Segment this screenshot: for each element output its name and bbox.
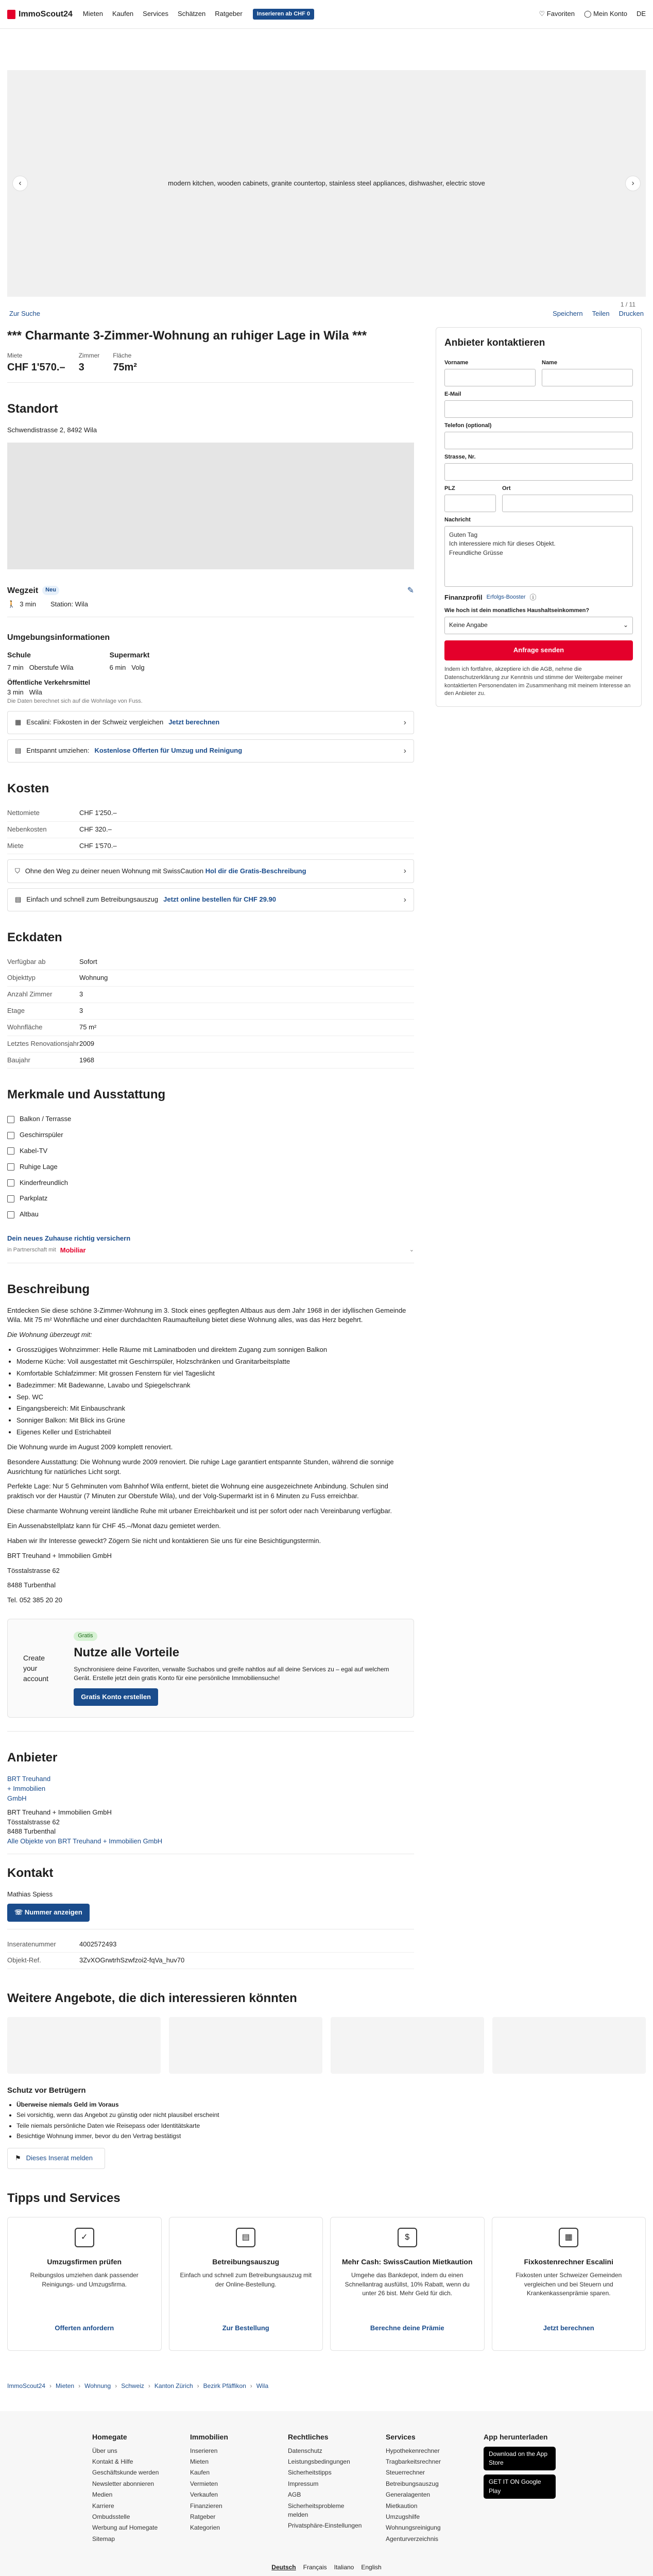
google-play-badge[interactable]: GET IT ON Google Play	[484, 2475, 556, 2499]
footer-link[interactable]: Geschäftskunde werden	[92, 2469, 159, 2477]
breadcrumb-item[interactable]: Schweiz	[121, 2382, 144, 2390]
email-input[interactable]	[444, 400, 633, 418]
footer-link[interactable]: Verkaufen	[190, 2491, 218, 2499]
listing-id-value: 4002572493	[79, 1940, 117, 1948]
breadcrumb: ImmoScout24 › Mieten › Wohnung › Schweiz › Kanton Zürich › Bezirk Pfäffikon › Wila	[7, 2382, 646, 2391]
breadcrumb-item[interactable]: Wohnung	[84, 2382, 111, 2390]
footer-link[interactable]: Impressum	[288, 2480, 319, 2487]
feature-item: Altbau	[7, 1207, 414, 1223]
promo-text: Synchronisiere deine Favoriten, verwalte Suchabos und greife nahtlos auf all deine Services zu – egal auf welchem Gerät. Erstelle jetzt dein gratis Konto für eine persönliche Immobiliensuche!	[74, 1665, 389, 1682]
nav-ratgeber[interactable]: Ratgeber	[215, 10, 243, 18]
premium-link[interactable]: Berechne deine Prämie	[370, 2324, 444, 2332]
area-value: 75m²	[113, 362, 137, 374]
pt-time: 3 min	[7, 688, 24, 696]
parking-icon	[7, 1195, 14, 1202]
contact-person: Mathias Spiess	[7, 1890, 53, 1898]
infra-note: Die Daten berechnet sich auf die Wohnlage von Fuss.	[7, 698, 143, 704]
gallery-image-alt: modern kitchen, wooden cabinets, granite countertop, stainless steel appliances, dishwasher, electric stove	[168, 179, 485, 187]
info-icon[interactable]: ⓘ	[529, 594, 537, 602]
school-time: 7 min	[7, 664, 24, 672]
offer-card[interactable]	[492, 2017, 646, 2074]
footer-link[interactable]: Finanzieren	[190, 2502, 222, 2510]
income-select[interactable]: Keine Angabe ⌄	[444, 617, 633, 634]
language-switch[interactable]: DE	[636, 10, 646, 18]
facts-heading: Eckdaten	[7, 930, 62, 944]
income-question: Wie hoch ist dein monatliches Haushaltseinkommen?	[444, 607, 590, 614]
back-to-search-link[interactable]: Zur Suche	[9, 310, 40, 317]
zip-label: PLZ	[444, 485, 455, 492]
document-icon: ▤	[236, 2228, 255, 2247]
offer-card[interactable]	[7, 2017, 161, 2074]
breadcrumb-item[interactable]: Wila	[256, 2382, 269, 2390]
chevron-down-icon[interactable]: ⌄	[409, 1247, 414, 1253]
footer-link[interactable]: Kategorien	[190, 2524, 220, 2532]
description-bullet: • Eigenes Keller und Estrichabteil	[16, 1428, 414, 1437]
finance-profile-label: Finanzprofil	[444, 594, 483, 602]
escalini-banner[interactable]: ▦ Escalini: Fixkosten in der Schweiz vergleichen Jetzt berechnen ›	[7, 711, 414, 734]
dishwasher-icon	[7, 1132, 14, 1139]
route-time: 3 min	[20, 600, 36, 608]
insurance-link[interactable]: Dein neues Zuhause richtig versichern	[7, 1234, 131, 1243]
footer-link[interactable]: Generalagenten	[386, 2491, 431, 2499]
chevron-right-icon: ›	[403, 867, 406, 876]
nav-services[interactable]: Services	[143, 10, 169, 18]
fraud-tip: • Überweise niemals Geld im Voraus	[16, 2100, 646, 2109]
flag-icon: ⚑	[15, 2154, 21, 2162]
breadcrumb-item[interactable]: ImmoScout24	[7, 2382, 46, 2390]
city-input[interactable]	[502, 495, 633, 512]
truck-icon: ▤	[15, 747, 22, 755]
rooms-label: Zimmer	[78, 351, 100, 359]
footer: Homegate Über uns Kontakt & Hilfe Geschäftskunde werden Newsletter abonnieren Medien Karriere Ombudsstelle Werbung auf Homegate Sitemap Immobilien Inserieren Mieten Kaufen Vermieten Verkaufen Finanzieren Ratgeber Kategorien Rechtliches Datenschutz Leistungsbedingungen Sicherheitstipps Impressum AGB Sicherheitsprobleme melden Privatsphäre-Einstellungen Services Hypothekenrechner Tragbarkeitsrechner Steuerrechner Betreibungsauszug Generalagenten Mietkaution Umzugshilfe Wohnungsreinigung Agenturverzeichnis App herunterladen Download on the App Store GET IT ON Google Play Deutsch Français Italiano English	[0, 2411, 653, 2576]
shield-icon: ⛉	[15, 867, 20, 875]
mobiliar-logo: Mobiliar	[60, 1246, 86, 1254]
address: Schwendistrasse 2, 8492 Wila	[7, 426, 97, 434]
agency-street: Tösstalstrasse 62	[7, 1818, 60, 1826]
agency-all-listings-link[interactable]: Alle Objekte von BRT Treuhand + Immobilien GmbH	[7, 1837, 163, 1845]
footer-link[interactable]: Sitemap	[92, 2535, 115, 2543]
description-bullet: • Sep. WC	[16, 1393, 414, 1402]
save-button[interactable]: Speichern	[553, 310, 583, 317]
market-name: Volg	[131, 664, 145, 672]
calculate-link[interactable]: Jetzt berechnen	[543, 2324, 594, 2332]
child-icon	[7, 1179, 14, 1187]
lang-it[interactable]: Italiano	[334, 2564, 354, 2571]
fact-label: Verfügbar ab	[7, 957, 46, 965]
infra-heading: Umgebungsinformationen	[7, 633, 110, 642]
tip-card-extract: ▤ Betreibungsauszug Einfach und schnell zum Betreibungsauszug mit der Online-Bestellung. Zur Bestellung	[169, 2217, 323, 2351]
calculator-icon: ▦	[15, 718, 22, 726]
footer-link[interactable]: Über uns	[92, 2447, 117, 2454]
language-selector	[0, 2563, 653, 2572]
market-label: Supermarkt	[109, 650, 150, 659]
site-logo[interactable]: ImmoScout24	[7, 8, 73, 20]
location-heading: Standort	[7, 402, 58, 416]
promo-left-label: Create your account	[23, 1653, 49, 1683]
chevron-down-icon: ⌄	[623, 621, 628, 629]
feature-item: Balkon / Terrasse	[7, 1111, 414, 1127]
footer-link[interactable]: Kaufen	[190, 2469, 210, 2477]
tips-heading: Tipps und Services	[7, 2191, 121, 2206]
print-button[interactable]: Drucken	[618, 310, 644, 317]
offers-link[interactable]: Offerten anfordern	[55, 2324, 114, 2332]
new-badge: Neu	[42, 586, 59, 595]
market-time: 6 min	[109, 664, 126, 672]
gallery-next-icon[interactable]: ›	[625, 176, 641, 191]
school-name: Oberstufe Wila	[29, 664, 74, 672]
key-figures	[7, 351, 414, 375]
cost-row: Nettomiete CHF 1'250.–	[7, 805, 414, 822]
footer-link[interactable]: Datenschutz	[288, 2447, 322, 2454]
tip-card-fixed-costs: ▦ Fixkostenrechner Escalini Fixkosten unter Schweizer Gemeinden vergleichen und bei Steuern und Krankenkassenprämie sparen. Jetzt berechnen	[492, 2217, 646, 2351]
description-body: Entdecken Sie diese schöne 3-Zimmer-Wohnung im 3. Stock eines gepflegten Altbaus aus dem Jahr 1968 in der idyllischen Gemeinde Wila. Mit 75 m² Wohnfläche und einer durchdachten Raumaufteilung bietet diese Wohnung alles, was das Herz begehrt. Die Wohnung überzeugt mit: • Grosszügiges Wohnzimmer: Helle Räume mit Laminatboden und direktem Zugang zum sonnigen Balkon • Moderne Küche: Voll ausgestattet mit Geschirrspüler, Holzschränken und Granitarbeitsplatte • Komfortable Schlafzimmer: Mit grossen Fenstern für viel Tageslicht • Badezimmer: Mit Badewanne, Lavabo und Spiegelschrank • Sep. WC • Eingangsbereich: Mit Einbauschrank • Sonniger Balkon: Mit Blick ins Grüne • Eigenes Keller und Estrichabteil Die Wohnung wurde im August 2009 komplett renoviert. Besondere Ausstattung: Die Wohnung wurde 2009 renoviert. Die ruhige Lage garantiert entspannte Stunden, während die sonnige Ausrichtung für natürliches Licht sorgt. Perfekte Lage: Nur 5 Gehminuten vom Bahnhof Wila entfernt, bietet die Wohnung eine ausgezeichnete Anbindung. Schulen sind praktisch vor der Haustür (7 Minuten zur Oberstufe Wila), und der Volg-Supermarkt ist in 6 Minuten zu Fuss erreichbar. Diese charmante Wohnung vereint ländliche Ruhe mit urbaner Erreichbarkeit und ist per sofort oder nach Vereinbarung verfügbar. Ein Aussenabstellplatz kann für CHF 45.–/Monat dazu gemietet werden. Haben wir Ihr Interesse geweckt? Zögern Sie nicht und kontaktieren Sie uns für eine Besichtigungstermin. BRT Treuhand + Immobilien GmbH Tösstalstrasse 62 8488 Turbenthal Tel. 052 385 20 20	[7, 1306, 414, 1605]
offer-card[interactable]	[169, 2017, 322, 2074]
cost-row: Nebenkosten CHF 320.–	[7, 822, 414, 838]
fraud-tip: • Teile niemals persönliche Daten wie Reisepass oder Identitätskarte	[16, 2122, 646, 2130]
footer-link[interactable]: Ratgeber	[190, 2513, 216, 2521]
gratis-badge: Gratis	[74, 1632, 97, 1641]
gallery-counter: 1 / 11	[620, 300, 635, 308]
description-heading: Beschreibung	[7, 1282, 90, 1296]
footer-link[interactable]: Wohnungsreinigung	[386, 2524, 441, 2532]
create-account-button[interactable]: Gratis Konto erstellen	[74, 1688, 158, 1706]
image-gallery[interactable]	[7, 70, 646, 308]
main-nav	[83, 9, 243, 19]
tv-icon	[7, 1147, 14, 1155]
description-bullet: • Badezimmer: Mit Badewanne, Lavabo und Spiegelschrank	[16, 1381, 414, 1391]
calculator-icon: ▦	[559, 2228, 578, 2247]
listing-title: *** Charmante 3-Zimmer-Wohnung an ruhiger Lage in Wila ***	[7, 328, 367, 343]
contact-form-title: Anbieter kontaktieren	[444, 337, 545, 348]
agency-name: BRT Treuhand + Immobilien GmbH	[7, 1808, 112, 1816]
account-link[interactable]: ◯ Mein Konto	[584, 10, 627, 18]
phone-icon: ☏	[14, 1908, 25, 1916]
chevron-right-icon: ›	[403, 746, 406, 755]
features-heading: Merkmale und Ausstattung	[7, 1088, 166, 1102]
listing-id-label: Inseratenummer	[7, 1940, 56, 1948]
edit-route-icon[interactable]: ✎	[407, 586, 414, 595]
description-bullet: • Moderne Küche: Voll ausgestattet mit Geschirrspüler, Holzschränken und Granitarbeitsplatte	[16, 1357, 414, 1367]
heart-icon: ♡	[539, 10, 547, 18]
phone-label: Telefon (optional)	[444, 422, 492, 429]
description-bullet: • Eingangsbereich: Mit Einbauschrank	[16, 1404, 414, 1414]
fact-value: 75 m²	[79, 1023, 97, 1031]
footer-link[interactable]: AGB	[288, 2491, 301, 2499]
fact-label: Objekttyp	[7, 974, 36, 982]
user-icon: ◯	[584, 10, 594, 18]
firstname-label: Vorname	[444, 360, 469, 366]
pt-label: Öffentliche Verkehrsmittel	[7, 679, 91, 687]
area-label: Fläche	[113, 351, 132, 359]
lang-de[interactable]: Deutsch	[271, 2564, 296, 2571]
inserieren-button[interactable]: Inserieren ab CHF 0	[253, 9, 314, 20]
debt-extract-banner[interactable]: ▤ Einfach und schnell zum Betreibungsauszug Jetzt online bestellen für CHF 29.90 ›	[7, 888, 414, 911]
logo-mark-icon	[7, 10, 15, 19]
checklist-icon: ✓	[75, 2228, 94, 2247]
message-textarea[interactable]: Guten Tag Ich interessiere mich für dieses Objekt. Freundliche Grüsse	[444, 526, 633, 587]
rent-label: Miete	[7, 351, 23, 359]
object-ref-value: 3ZvXOGrwtrhSzwfzoi2-fqVa_huv70	[79, 1956, 185, 1964]
feature-item: Kabel-TV	[7, 1143, 414, 1159]
footer-link[interactable]: Betreibungsauszug	[386, 2480, 439, 2487]
walk-icon: 🚶	[7, 600, 16, 608]
costs-heading: Kosten	[7, 782, 49, 796]
chevron-right-icon: ›	[403, 895, 406, 904]
quiet-icon	[7, 1163, 14, 1171]
footer-link[interactable]: Sicherheitstipps	[288, 2469, 332, 2477]
fact-value: 1968	[79, 1056, 94, 1064]
lastname-input[interactable]	[542, 369, 633, 386]
promo-title: Nutze alle Vorteile	[74, 1645, 180, 1659]
lang-en[interactable]: English	[361, 2564, 382, 2571]
tip-card-deposit: $ Mehr Cash: SwissCaution Mietkaution Umgehe das Bankdepot, indem du einen Schnellantrag ausfüllst, 10% Rabatt, wenn du unter 26 bist. Mehr Geld für dich. Berechne deine Prämie	[330, 2217, 485, 2351]
footer-link[interactable]: Leistungsbedingungen	[288, 2458, 350, 2466]
zip-input[interactable]	[444, 495, 496, 512]
footer-link[interactable]: Inserieren	[190, 2447, 218, 2454]
agency-heading: Anbieter	[7, 1751, 58, 1765]
feature-item: Parkplatz	[7, 1191, 414, 1207]
footer-link[interactable]: Steuerrechner	[386, 2469, 425, 2477]
rooms-value: 3	[78, 362, 84, 374]
lang-fr[interactable]: Français	[303, 2564, 327, 2571]
legal-text: Indem ich fortfahre, akzeptiere ich die AGB, nehme die Datenschutzerklärung zur Kenntnis und stimme der Weitergabe meiner kontaktierten Personendaten im Zusammenhang mit meinem Interesse an den Anbieter zu.	[444, 666, 631, 697]
header	[0, 0, 653, 29]
lastname-label: Name	[542, 360, 557, 366]
description-bullet: • Sonniger Balkon: Mit Blick ins Grüne	[16, 1416, 414, 1426]
balcony-icon	[7, 1116, 14, 1123]
report-listing-button[interactable]: ⚑ Dieses Inserat melden	[7, 2148, 105, 2169]
breadcrumb-item[interactable]: Mieten	[56, 2382, 75, 2390]
cost-row: Miete CHF 1'570.–	[7, 838, 414, 855]
main-column	[7, 326, 414, 1969]
contact-heading: Kontakt	[7, 1866, 54, 1880]
location-map[interactable]	[7, 443, 414, 569]
favorites-link[interactable]: ♡ Favoriten	[539, 10, 575, 18]
object-ref-label: Objekt-Ref.	[7, 1956, 41, 1964]
email-label: E-Mail	[444, 391, 461, 398]
street-input[interactable]	[444, 463, 633, 481]
fact-label: Etage	[7, 1007, 25, 1015]
footer-link[interactable]: Vermieten	[190, 2480, 218, 2487]
school-label: Schule	[7, 650, 31, 659]
fraud-tip: • Besichtige Wohnung immer, bevor du den Vertrag bestätigst	[16, 2132, 646, 2141]
agency-logo[interactable]: BRT Treuhand + Immobilien GmbH	[7, 1775, 51, 1802]
fact-value: Sofort	[79, 957, 97, 965]
share-button[interactable]: Teilen	[592, 310, 610, 317]
route-title: Wegzeit	[7, 586, 39, 595]
footer-link[interactable]: Tragbarkeitsrechner	[386, 2458, 441, 2466]
footer-link[interactable]: Medien	[92, 2491, 113, 2499]
breadcrumb-item[interactable]: Kanton Zürich	[154, 2382, 193, 2390]
sidebar	[436, 326, 642, 1969]
phone-input[interactable]	[444, 432, 633, 449]
nav-schaetzen[interactable]: Schätzen	[178, 10, 206, 18]
fraud-box	[7, 2085, 646, 2169]
description-bullet: • Grosszügiges Wohnzimmer: Helle Räume mit Laminatboden und direktem Zugang zum sonnigen Balkon	[16, 1345, 414, 1355]
feature-item: Kinderfreundlich	[7, 1175, 414, 1191]
booster-link[interactable]: Erfolgs-Booster	[486, 594, 526, 601]
footer-link[interactable]: Ombudsstelle	[92, 2513, 130, 2521]
agency-city: 8488 Turbenthal	[7, 1827, 56, 1836]
street-label: Strasse, Nr.	[444, 454, 476, 461]
swisscaution-banner[interactable]: ⛉ Ohne den Weg zu deiner neuen Wohnung mit SwissCaution Hol dir die Gratis-Beschreibung ›	[7, 859, 414, 883]
footer-link[interactable]: Werbung auf Homegate	[92, 2524, 158, 2532]
footer-link[interactable]: Mietkaution	[386, 2502, 418, 2510]
account-promo	[7, 1619, 414, 1718]
fact-value: 3	[79, 1007, 83, 1015]
nav-kaufen[interactable]: Kaufen	[112, 10, 134, 18]
contact-form	[436, 327, 642, 707]
footer-link[interactable]: Umzugshilfe	[386, 2513, 420, 2521]
gallery-prev-icon[interactable]: ‹	[12, 176, 28, 191]
tip-card-moving: ✓ Umzugsfirmen prüfen Reibungslos umziehen dank passender Reinigungs- und Umzugsfirma. Offerten anfordern	[7, 2217, 162, 2351]
fact-label: Letztes Renovationsjahr	[7, 1039, 79, 1047]
footer-link[interactable]: Karriere	[92, 2502, 114, 2510]
footer-link[interactable]: Kontakt & Hilfe	[92, 2458, 133, 2466]
send-request-button[interactable]: Anfrage senden	[444, 640, 633, 660]
fact-value: 2009	[79, 1039, 94, 1047]
building-icon	[7, 1211, 14, 1218]
fact-label: Anzahl Zimmer	[7, 990, 53, 998]
fact-label: Baujahr	[7, 1056, 30, 1064]
footer-link[interactable]: Agenturverzeichnis	[386, 2535, 439, 2543]
footer-link[interactable]: Newsletter abonnieren	[92, 2480, 154, 2487]
route-destination: Station: Wila	[50, 600, 88, 608]
money-icon: $	[398, 2228, 417, 2247]
offer-card[interactable]	[331, 2017, 484, 2074]
fact-value: Wohnung	[79, 974, 108, 982]
order-link[interactable]: Zur Bestellung	[222, 2324, 269, 2332]
partner-label: in Partnerschaft mit	[7, 1247, 56, 1253]
fraud-heading: Schutz vor Betrügern	[7, 2086, 86, 2095]
fraud-tip: • Sei vorsichtig, wenn das Angebot zu günstig oder nicht plausibel erscheint	[16, 2111, 646, 2120]
footer-link[interactable]: Hypothekenrechner	[386, 2447, 440, 2454]
feature-item: Geschirrspüler	[7, 1127, 414, 1143]
footer-link[interactable]: Mieten	[190, 2458, 209, 2466]
pt-name: Wila	[29, 688, 42, 696]
message-label: Nachricht	[444, 517, 471, 523]
footer-link[interactable]: Sicherheitsprobleme melden	[288, 2502, 345, 2519]
show-number-button[interactable]: ☏ Nummer anzeigen	[7, 1904, 90, 1922]
chevron-right-icon: ›	[403, 718, 406, 727]
description-bullet: • Komfortable Schlafzimmer: Mit grossen Fenstern für viel Tageslicht	[16, 1369, 414, 1379]
breadcrumb-item[interactable]: Bezirk Pfäffikon	[203, 2382, 246, 2390]
fact-value: 3	[79, 990, 83, 998]
firstname-input[interactable]	[444, 369, 536, 386]
more-offers-heading: Weitere Angebote, die dich interessieren könnten	[7, 1991, 297, 2006]
city-label: Ort	[502, 485, 511, 492]
document-icon: ▤	[15, 895, 22, 903]
fact-label: Wohnfläche	[7, 1023, 43, 1031]
nav-mieten[interactable]: Mieten	[82, 10, 103, 18]
app-store-badge[interactable]: Download on the App Store	[484, 2447, 556, 2471]
rent-value: CHF 1'570.–	[7, 362, 65, 374]
footer-link[interactable]: Privatsphäre-Einstellungen	[288, 2522, 362, 2530]
moving-banner[interactable]: ▤ Entspannt umziehen: Kostenlose Offerten für Umzug und Reinigung ›	[7, 739, 414, 762]
feature-item: Ruhige Lage	[7, 1159, 414, 1175]
